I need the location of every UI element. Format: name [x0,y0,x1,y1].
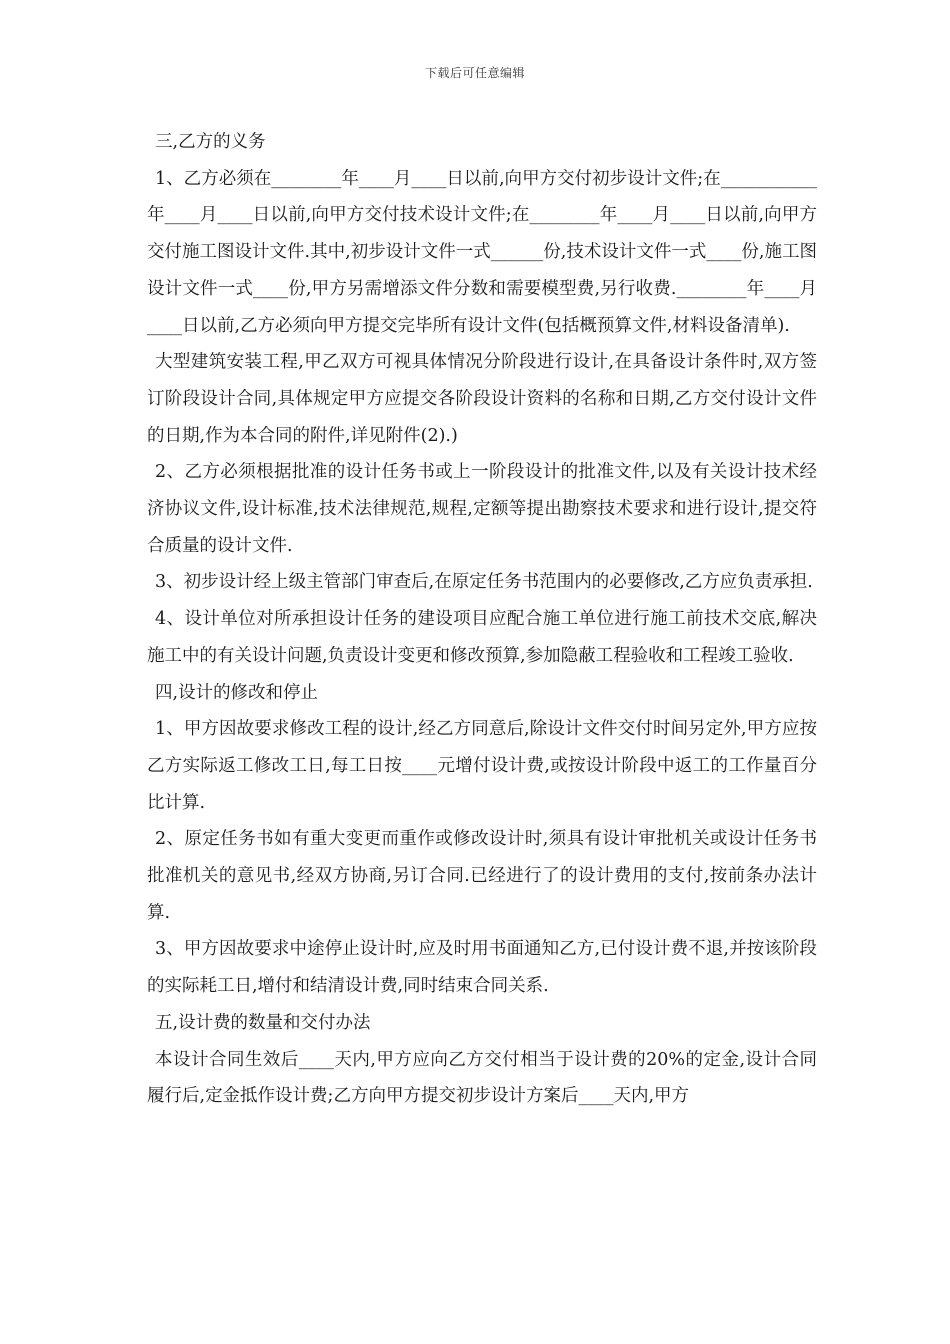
paragraph-3-4: 4、设计单位对所承担设计任务的建设项目应配合施工单位进行施工前技术交底,解决施工中的有关设计问题,负责设计变更和修改预算,参加隐蔽工程验收和工程竣工验收. [147,609,817,666]
paragraph-4-3: 3、甲方因故要求中途停止设计时,应及时用书面通知乙方,已付设计费不退,并按该阶段的实际耗工日,增付和结清设计费,同时结束合同关系. [147,939,817,997]
section-heading-3: 三,乙方的义务 [155,132,266,152]
paragraph-3-3: 3、初步设计经上级主管部门审查后,在原定任务书范围内的必要修改,乙方应负责承担. [155,572,813,593]
paragraph-3-1: 1、乙方必须在________年____月____日以前,向甲方交付初步设计文件;在___________年____月____日以前,向甲方交付技术设计文件;在________年____月____日以前,向甲方交付施工图设计文件.其中,初步设计文件一式______份,技术设计文件一式____份,施工图设计文件一式____份,甲方另需增添文件分数和需要模型费,另行收费.________年____月____日以前,乙方必须向甲方提交完毕所有设计文件(包括概预算文件,材料设备清单). [147,168,817,336]
paragraph-4-1: 1、甲方因故要求修改工程的设计,经乙方同意后,除设计文件交付时间另定外,甲方应按乙方实际返工修改工日,每工日按____元增付设计费,或按设计阶段中返工的工作量百分比计算. [147,719,817,813]
paragraph-3-2: 2、乙方必须根据批准的设计任务书或上一阶段设计的批准文件,以及有关设计技术经济协议文件,设计标准,技术法律规范,规程,定额等提出勘察技术要求和进行设计,提交符合质量的设计文件. [147,462,817,556]
page-header: 下载后可任意编辑 [424,66,525,80]
document-body [147,124,817,1115]
paragraph-3-note: 大型建筑安装工程,甲乙双方可视具体情况分阶段进行设计,在具备设计条件时,双方签订阶段设计合同,具体规定甲方应提交各阶段设计资料的名称和日期,乙方交付设计文件的日期,作为本合同的附件,详见附件(2).) [147,352,817,446]
paragraph-4-2: 2、原定任务书如有重大变更而重作或修改设计时,须具有设计审批机关或设计任务书批准机关的意见书,经双方协商,另订合同.已经进行了的设计费用的支付,按前条办法计算. [147,829,817,923]
section-heading-5: 五,设计费的数量和交付办法 [155,1012,371,1033]
paragraph-5-1: 本设计合同生效后____天内,甲方应向乙方交付相当于设计费的20%的定金,设计合同履行后,定金抵作设计费;乙方向甲方提交初步设计方案后____天内,甲方 [147,1049,817,1107]
section-heading-4: 四,设计的修改和停止 [155,682,319,703]
